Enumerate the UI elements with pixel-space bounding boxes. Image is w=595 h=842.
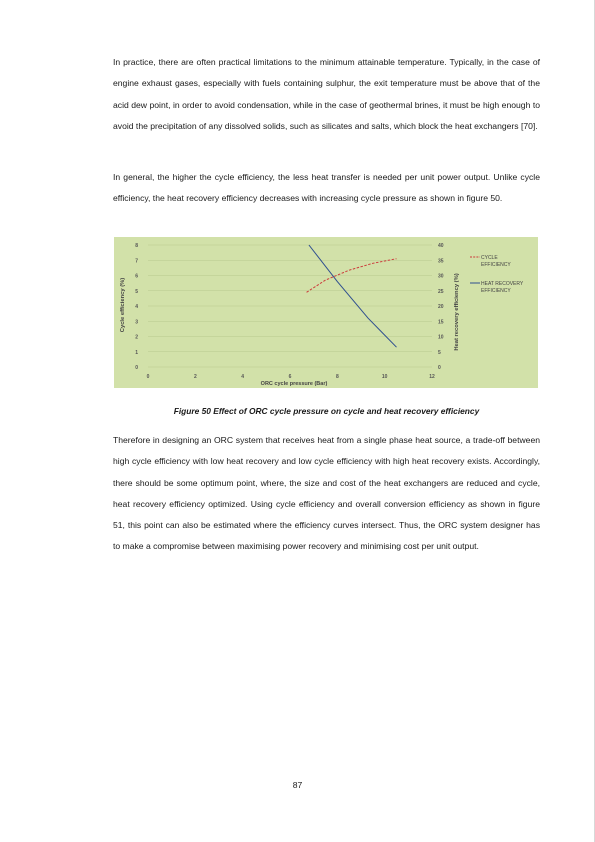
y-left-tick-label: 1 (135, 349, 138, 356)
paragraph-3: Therefore in designing an ORC system that receives heat from a single phase heat source, a trade-off between high cycle efficiency with low heat recovery and low cycle efficiency with high heat recovery exists. Accordingly, there should be some optimum point, where, the size and cost of the heat exchangers are reduced and cycle, heat recovery efficiency optimized. Using cycle efficiency and overall conversion efficiency as shown in figure 51, this point can also be estimated where the efficiency curves intersect. Thus, the ORC system designer has to make a compromise between maximising power recovery and minimising cost per unit output. (113, 435, 540, 552)
legend-label: EFFICIENCY (481, 288, 511, 294)
y-left-tick-label: 3 (135, 319, 138, 326)
y-right-tick-label: 30 (438, 273, 444, 280)
legend-label: CYCLE (481, 255, 498, 261)
y-axis-left-label: Cycle efficiency (%) (120, 277, 126, 333)
x-tick-label: 0 (146, 374, 150, 380)
y-right-tick-label: 25 (438, 288, 444, 295)
x-tick-label: 4 (241, 374, 245, 380)
y-left-tick-label: 8 (135, 243, 138, 249)
y-left-tick-label: 7 (135, 258, 138, 265)
y-right-tick-label: 5 (438, 349, 441, 356)
x-tick-label: 10 (381, 374, 388, 380)
y-axis-right-label: Heat recovery efficiency (%) (454, 273, 460, 351)
y-left-tick-label: 2 (135, 334, 138, 341)
chart-svg (114, 237, 538, 388)
x-axis-label: ORC cycle pressure (Bar) (260, 381, 328, 387)
y-right-tick-label: 20 (438, 304, 444, 310)
y-right-tick-label: 35 (438, 258, 444, 265)
figure-50-chart (114, 237, 538, 388)
y-left-tick-label: 5 (135, 288, 138, 295)
x-tick-label: 6 (288, 374, 292, 380)
y-left-tick-label: 6 (135, 273, 138, 280)
y-left-tick-label: 4 (135, 304, 138, 310)
x-tick-label: 8 (335, 374, 339, 380)
x-tick-label: 2 (193, 374, 197, 380)
legend-label: EFFICIENCY (481, 262, 511, 268)
x-tick-label: 12 (429, 374, 435, 380)
y-right-tick-label: 15 (438, 319, 444, 326)
y-right-tick-label: 0 (438, 365, 441, 371)
chart-background (114, 237, 538, 388)
paragraph-1: In practice, there are often practical limitations to the minimum attainable temperature. Typically, in the case of engine exhaust gases, especially with fuels containing sulphur, the exit temperature must be above that of the acid dew point, in order to avoid condensation, while in the case of geothermal brines, it must be high enough to avoid the precipitation of any dissolved solids, such as silicates and salts, which block the heat exchangers [70]. (113, 57, 540, 131)
paragraph-2: In general, the higher the cycle efficiency, the less heat transfer is needed per unit power output. Unlike cycle efficiency, the heat recovery efficiency decreases with increasing cycle pressure as shown in figure 50. (113, 172, 540, 204)
y-right-tick-label: 10 (438, 334, 444, 341)
y-left-tick-label: 0 (135, 365, 138, 371)
legend-label: HEAT RECOVERY (481, 281, 524, 287)
figure-caption: Figure 50 Effect of ORC cycle pressure on cycle and heat recovery efficiency (173, 406, 480, 416)
y-right-tick-label: 40 (438, 243, 444, 249)
page-number: 87 (292, 780, 303, 790)
